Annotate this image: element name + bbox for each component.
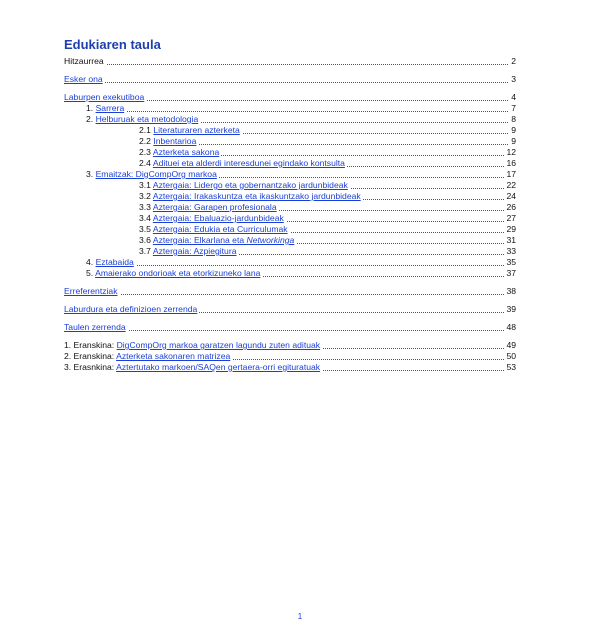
toc-page-number: 27 — [506, 213, 516, 223]
toc-entry[interactable] — [64, 246, 516, 257]
toc-entry-link[interactable]: Azterketa sakona — [152, 147, 220, 157]
toc-page-number: 50 — [506, 351, 516, 361]
toc-entry-link[interactable]: Inbentarioa — [153, 136, 197, 146]
toc-entry-number: 2. — [86, 114, 94, 124]
toc-page-number: 38 — [506, 286, 516, 296]
toc-entry-text — [64, 362, 322, 373]
toc-entry-text — [86, 268, 262, 279]
toc-entry[interactable] — [64, 158, 516, 169]
toc-entry[interactable] — [64, 340, 516, 351]
dot-leader — [64, 63, 516, 65]
toc-entry-link[interactable]: Aztergaia: Ebaluazio-jardunbideak — [152, 213, 284, 223]
toc-entry[interactable] — [64, 169, 516, 180]
toc-page-number: 2 — [511, 56, 516, 66]
toc-entry-number: 2.3 — [139, 147, 151, 157]
toc-page-number: 12 — [506, 147, 516, 157]
toc-page-number: 9 — [511, 125, 516, 135]
toc-entry-link[interactable]: Aztergaia: Lidergo eta gobernantzako jardunbideak — [152, 180, 348, 190]
toc-entry[interactable] — [64, 125, 516, 136]
toc-page-number: 37 — [506, 268, 516, 278]
toc-entry[interactable] — [64, 322, 516, 333]
toc-entry — [64, 56, 516, 67]
toc-page-number: 16 — [506, 158, 516, 168]
toc-entry-text — [86, 114, 200, 125]
toc-page-number: 33 — [506, 246, 516, 256]
toc-entry-number: 3.4 — [139, 213, 151, 223]
toc-entry[interactable] — [64, 180, 516, 191]
toc-page-number: 26 — [506, 202, 516, 212]
toc-entry-number: 2.2 — [139, 136, 151, 146]
toc-entry-text — [139, 246, 238, 257]
toc-page-number: 49 — [506, 340, 516, 350]
toc-entry-number: 2. Eranskina: — [64, 351, 115, 361]
toc-page-number: 8 — [511, 114, 516, 124]
toc-entry[interactable] — [64, 268, 516, 279]
toc-entry-text — [139, 147, 221, 158]
toc-entry-link[interactable]: Laburdura eta definizioen zerrenda — [64, 304, 198, 314]
toc-page-number: 29 — [506, 224, 516, 234]
toc-entry[interactable] — [64, 257, 516, 268]
toc-entry-number: 3. — [86, 169, 94, 179]
toc-entry-text — [139, 191, 363, 202]
toc-entry-link[interactable]: Eztabaida — [95, 257, 134, 267]
toc-entry[interactable] — [64, 286, 516, 297]
toc-entry-link[interactable]: Amaierako ondorioak eta etorkizuneko lana — [95, 268, 261, 278]
toc-entry-link[interactable]: Literaturaren azterketa — [153, 125, 240, 135]
toc-entry-text — [86, 257, 136, 268]
toc-entry-link[interactable]: Sarrera — [95, 103, 125, 113]
toc-entry-number: 3.3 — [139, 202, 151, 212]
toc-entry-text — [64, 286, 120, 297]
toc-page-number: 9 — [511, 136, 516, 146]
toc-entry-number: 1. — [86, 103, 94, 113]
toc-entry-number: 3.6 — [139, 235, 151, 245]
toc-entry[interactable] — [64, 202, 516, 213]
toc-entry-link[interactable]: Adituei eta alderdi interesdunei egindako kontsulta — [152, 158, 345, 168]
toc-entry-link[interactable]: Erreferentziak — [64, 286, 118, 296]
toc-entry-number: 1. Eranskina: — [64, 340, 115, 350]
toc-entry-link[interactable]: Esker ona — [64, 74, 103, 84]
toc-entry[interactable] — [64, 235, 516, 246]
toc-entry[interactable] — [64, 224, 516, 235]
toc-entry-text — [64, 304, 199, 315]
toc-entry-number: 5. — [86, 268, 94, 278]
toc-entry[interactable] — [64, 103, 516, 114]
toc-page-number: 35 — [506, 257, 516, 267]
toc-entry-text — [139, 202, 279, 213]
toc-entry-text — [64, 74, 105, 85]
toc-page-number: 22 — [506, 180, 516, 190]
dot-leader — [64, 81, 516, 83]
toc-entry-text — [64, 340, 322, 351]
toc-entry-number: 2.4 — [139, 158, 151, 168]
toc-entry[interactable] — [64, 136, 516, 147]
toc-entry-number: 3.5 — [139, 224, 151, 234]
toc-page-number: 7 — [511, 103, 516, 113]
toc-entry[interactable] — [64, 114, 516, 125]
toc-entry-number: 3.1 — [139, 180, 151, 190]
toc-entry-text — [86, 169, 219, 180]
toc-entry-text — [64, 56, 106, 67]
toc-entry-link[interactable]: Taulen zerrenda — [64, 322, 126, 332]
toc-entry-link[interactable]: Aztergaia: Irakaskuntza eta ikaskuntzako jardunbideak — [152, 191, 361, 201]
toc-page-number: 53 — [506, 362, 516, 372]
toc-entry-text — [139, 224, 290, 235]
toc-entry-text — [64, 92, 146, 103]
dot-leader — [86, 110, 516, 112]
toc-entry-text — [64, 351, 232, 362]
toc-page-number: 3 — [511, 74, 516, 84]
toc-entry-link[interactable]: Emaitzak: DigCompOrg markoa — [95, 169, 217, 179]
toc-entry-number: 2.1 — [139, 125, 151, 135]
toc-entry[interactable] — [64, 74, 516, 85]
toc-title: Edukiaren taula — [64, 37, 161, 52]
toc-entry-link[interactable]: Helburuak eta metodologia — [95, 114, 199, 124]
toc-entry-text — [139, 235, 296, 246]
toc-entry-link[interactable]: Aztergaia: Elkarlana eta Networkinga — [152, 235, 295, 245]
toc-entry-label: Hitzaurrea — [64, 56, 104, 66]
page-number: 1 — [297, 612, 303, 621]
table-of-contents — [64, 56, 516, 373]
toc-page-number: 4 — [511, 92, 516, 102]
toc-entry[interactable] — [64, 191, 516, 202]
toc-entry-text — [139, 125, 242, 136]
toc-page-number: 17 — [506, 169, 516, 179]
dot-leader — [64, 329, 516, 331]
toc-page-number: 24 — [506, 191, 516, 201]
toc-entry[interactable] — [64, 304, 516, 315]
toc-entry-link[interactable]: Aztergaia: Edukia eta Curriculumak — [152, 224, 288, 234]
toc-entry[interactable] — [64, 147, 516, 158]
toc-entry-text — [139, 158, 347, 169]
toc-entry-link[interactable]: Laburpen exekutiboa — [64, 92, 145, 102]
toc-entry[interactable] — [64, 92, 516, 103]
toc-entry-text — [64, 322, 128, 333]
toc-entry-number: 4. — [86, 257, 94, 267]
toc-entry-link[interactable]: Aztergaia: Garapen profesionala — [152, 202, 277, 212]
toc-entry[interactable] — [64, 351, 516, 362]
toc-entry[interactable] — [64, 362, 516, 373]
dot-leader — [86, 264, 516, 266]
toc-page-number: 39 — [506, 304, 516, 314]
toc-entry-number: 3.7 — [139, 246, 151, 256]
dot-leader — [64, 293, 516, 295]
toc-entry-link[interactable]: Azterketa sakonaren matrizea — [116, 351, 231, 361]
toc-entry[interactable] — [64, 213, 516, 224]
toc-entry-text — [139, 180, 350, 191]
toc-entry-text — [139, 136, 198, 147]
toc-entry-link[interactable]: DigCompOrg markoa garatzen lagundu zuten adituak — [116, 340, 321, 350]
toc-entry-number: 3.2 — [139, 191, 151, 201]
toc-entry-link[interactable]: Aztergaia: Azpiegitura — [152, 246, 237, 256]
toc-page-number: 31 — [506, 235, 516, 245]
toc-entry-number: 3. Erasnkina: — [64, 362, 115, 372]
toc-entry-link[interactable]: Aztertutako markoen/SAQen gertaera-orri egituratuak — [116, 362, 321, 372]
toc-entry-text — [86, 103, 126, 114]
toc-entry-text — [139, 213, 286, 224]
toc-page-number: 48 — [506, 322, 516, 332]
